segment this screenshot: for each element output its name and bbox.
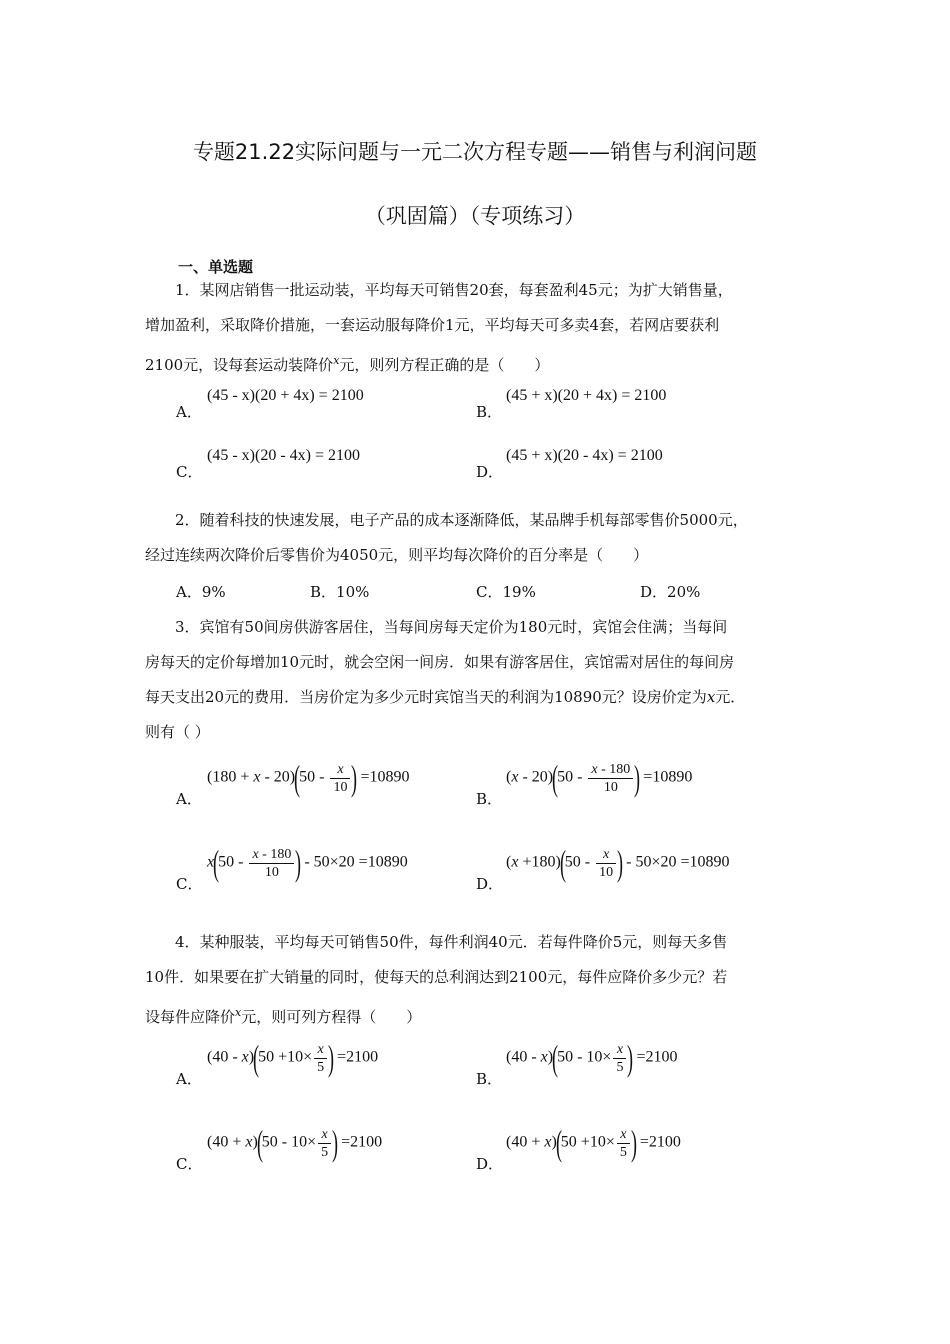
- q4-option-b-equation: (40 - x)(50 - 10× $\frac{x}{5}$ ) =2100: [506, 1038, 678, 1078]
- q3-option-c-equation: x(50 - $\frac{x - 180}{10}$ ) - 50×20 =10890: [207, 843, 408, 883]
- section-heading: 一、单选题: [178, 258, 254, 276]
- page-subtitle: （巩固篇）（专项练习）: [364, 204, 586, 228]
- q1-option-b-equation: (45 + x)(20 + 4x) = 2100: [506, 387, 667, 404]
- q2-option-a[interactable]: A．9%: [176, 583, 226, 601]
- q4-option-d-label[interactable]: D．: [476, 1155, 504, 1173]
- q4-option-c-label[interactable]: C．: [176, 1155, 203, 1173]
- question-2: 2．随着科技的快速发展，电子产品的成本逐渐降低，某品牌手机每部零售价5000元， 经过连续两次降价后零售价为4050元，则平均每次降价的百分率是（ ）: [145, 511, 748, 564]
- page-title: 专题21.22实际问题与一元二次方程专题——销售与利润问题: [192, 140, 758, 164]
- q3-option-d-label[interactable]: D．: [476, 875, 504, 893]
- question-3: 3．宾馆有50间房供游客居住，当每间房每天定价为180元时，宾馆会住满；当每间 房每天的定价每增加10元时，就会空闲一间房．如果有游客居住，宾馆需对居住的每间房 每天支出20元的费用．当房价定为多少元时宾馆当天的利润为10890元？设房价定为x元． 则有（ ）: [145, 618, 746, 741]
- q1-option-b-label[interactable]: B．: [476, 403, 503, 421]
- q1-option-c-label[interactable]: C．: [176, 463, 203, 481]
- q1-option-a-equation: (45 - x)(20 + 4x) = 2100: [207, 387, 364, 404]
- q4-option-d-equation: (40 + x)(50 +10× $\frac{x}{5}$ ) =2100: [506, 1123, 681, 1163]
- q4-option-a-equation: (40 - x)(50 +10× $\frac{x}{5}$ ) =2100: [207, 1038, 379, 1078]
- q1-option-a-label[interactable]: A．: [176, 403, 202, 421]
- q3-option-a-label[interactable]: A．: [176, 790, 202, 808]
- q4-option-b-label[interactable]: B．: [476, 1070, 503, 1088]
- q3-option-c-label[interactable]: C．: [176, 875, 203, 893]
- question-4: 4．某种服装，平均每天可销售50件，每件利润40元．若每件降价5元，则每天多售 10件．如果要在扩大销量的同时，使每天的总利润达到2100元，每件应降价多少元？若 设每件应降价$^x$元，则可列方程得（ ）: [145, 933, 728, 1026]
- q4-option-a-label[interactable]: A．: [176, 1070, 202, 1088]
- q4-option-c-equation: (40 + x)(50 - 10× $\frac{x}{5}$ ) =2100: [207, 1123, 383, 1163]
- q3-option-b-equation: (x - 20)(50 - $\frac{x - 180}{10}$ ) =10890: [506, 758, 693, 798]
- q3-option-a-equation: (180 + x - 20)(50 - $\frac{x}{10}$ ) =10890: [207, 758, 410, 798]
- q3-option-d-equation: (x +180)(50 - $\frac{x}{10}$ ) - 50×20 =10890: [506, 843, 730, 883]
- q2-option-b[interactable]: B．10%: [310, 583, 370, 601]
- q2-option-c[interactable]: C．19%: [476, 583, 536, 601]
- question-1: 1．某网店销售一批运动装，平均每天可销售20套，每套盈利45元；为扩大销售量， 增加盈利，采取降价措施，一套运动服每降价1元，平均每天可多卖4套，若网店要获利 2100元，设每套运动装降价$^x$元，则列方程正确的是（ ）: [145, 281, 733, 374]
- q1-option-d-equation: (45 + x)(20 - 4x) = 2100: [506, 447, 663, 464]
- q2-option-d[interactable]: D．20%: [640, 583, 701, 601]
- q1-option-c-equation: (45 - x)(20 - 4x) = 2100: [207, 447, 360, 464]
- q1-option-d-label[interactable]: D．: [476, 463, 504, 481]
- q3-option-b-label[interactable]: B．: [476, 790, 503, 808]
